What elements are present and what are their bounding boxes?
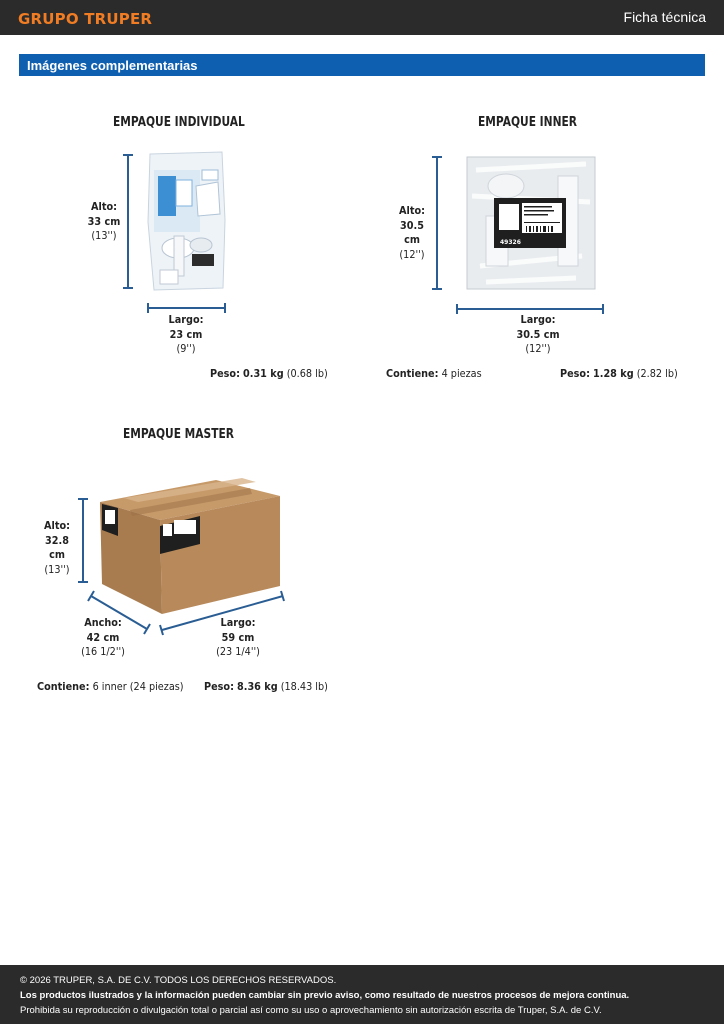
inner-peso-imperial: (2.82 lb) — [636, 367, 678, 380]
section-header — [19, 54, 705, 76]
inner-package-image — [466, 156, 596, 290]
individual-alto — [85, 200, 124, 244]
master-ancho-label: Ancho: — [84, 616, 122, 629]
master-contiene-value: 6 inner (24 piezas) — [92, 680, 184, 693]
top-bar — [0, 0, 724, 35]
master-largo-label: Largo: — [220, 616, 256, 629]
master-alto-imperial: (13'') — [44, 562, 70, 576]
master-alto-label: Alto: — [44, 519, 70, 532]
individual-alto-value: 33 cm — [87, 214, 121, 228]
footer-prohibition: Prohibida su reproducción o divulgación total o parcial así como su uso o aprovechamiento sin autorización escrita de Truper, S.A. de C.V. — [20, 1005, 602, 1016]
individual-peso-value: 0.31 kg — [243, 367, 284, 380]
brand-logo: GRUPO TRUPER — [18, 10, 153, 28]
footer-notice: Los productos ilustrados y la información pueden cambiar sin previo aviso, como resultado de nuestros procesos de mejora continua. — [20, 990, 630, 1001]
individual-alto-imperial: (13'') — [91, 229, 117, 242]
individual-largo-value: 23 cm — [169, 327, 203, 341]
inner-alto-label: Alto: — [399, 204, 425, 217]
individual-title: EMPAQUE INDIVIDUAL — [113, 115, 245, 130]
master-ancho-value: 42 cm — [86, 630, 120, 644]
individual-largo-imperial: (9'') — [176, 342, 196, 355]
inner-contiene — [386, 367, 482, 380]
inner-peso-label: Peso: — [560, 367, 590, 380]
inner-peso-value: 1.28 kg — [593, 367, 634, 380]
inner-largo-imperial: (12'') — [525, 342, 551, 355]
footer-copyright: © 2026 TRUPER, S.A. DE C.V. TODOS LOS DERECHOS RESERVADOS. — [20, 975, 337, 986]
inner-alto-imperial: (12'') — [399, 247, 425, 261]
master-contiene — [37, 680, 184, 693]
individual-package-image — [146, 150, 228, 292]
inner-title: EMPAQUE INNER — [478, 115, 577, 130]
inner-sku-code: 49326 — [500, 239, 521, 246]
individual-largo — [163, 313, 209, 357]
master-largo-value: 59 cm — [221, 630, 255, 644]
inner-contiene-label: Contiene: — [386, 367, 439, 380]
inner-alto-value: 30.5 cm — [400, 218, 424, 246]
inner-largo-label: Largo: — [520, 313, 556, 326]
master-largo-imperial: (23 1/4'') — [216, 645, 260, 658]
master-ancho-imperial: (16 1/2'') — [81, 645, 125, 658]
individual-peso-label: Peso: — [210, 367, 240, 380]
individual-largo-label: Largo: — [168, 313, 204, 326]
master-peso — [204, 680, 328, 693]
section-title: Imágenes complementarias — [27, 58, 198, 73]
inner-peso — [560, 367, 678, 380]
master-largo — [213, 616, 262, 660]
inner-contiene-value: 4 piezas — [441, 367, 482, 380]
inner-largo-value: 30.5 cm — [516, 327, 560, 341]
master-alto-value: 32.8 cm — [45, 533, 69, 561]
individual-peso-imperial: (0.68 lb) — [286, 367, 328, 380]
inner-largo — [515, 313, 561, 357]
individual-peso — [210, 367, 328, 380]
master-peso-label: Peso: — [204, 680, 234, 693]
inner-alto — [391, 204, 433, 262]
master-peso-imperial: (18.43 lb) — [280, 680, 328, 693]
document-type: Ficha técnica — [623, 9, 706, 25]
individual-alto-label: Alto: — [91, 200, 117, 213]
master-alto — [37, 519, 77, 577]
master-box-image — [96, 474, 286, 616]
footer — [0, 965, 724, 1024]
master-title: EMPAQUE MASTER — [123, 427, 234, 442]
master-contiene-label: Contiene: — [37, 680, 90, 693]
master-peso-value: 8.36 kg — [237, 680, 278, 693]
master-ancho — [79, 616, 127, 660]
